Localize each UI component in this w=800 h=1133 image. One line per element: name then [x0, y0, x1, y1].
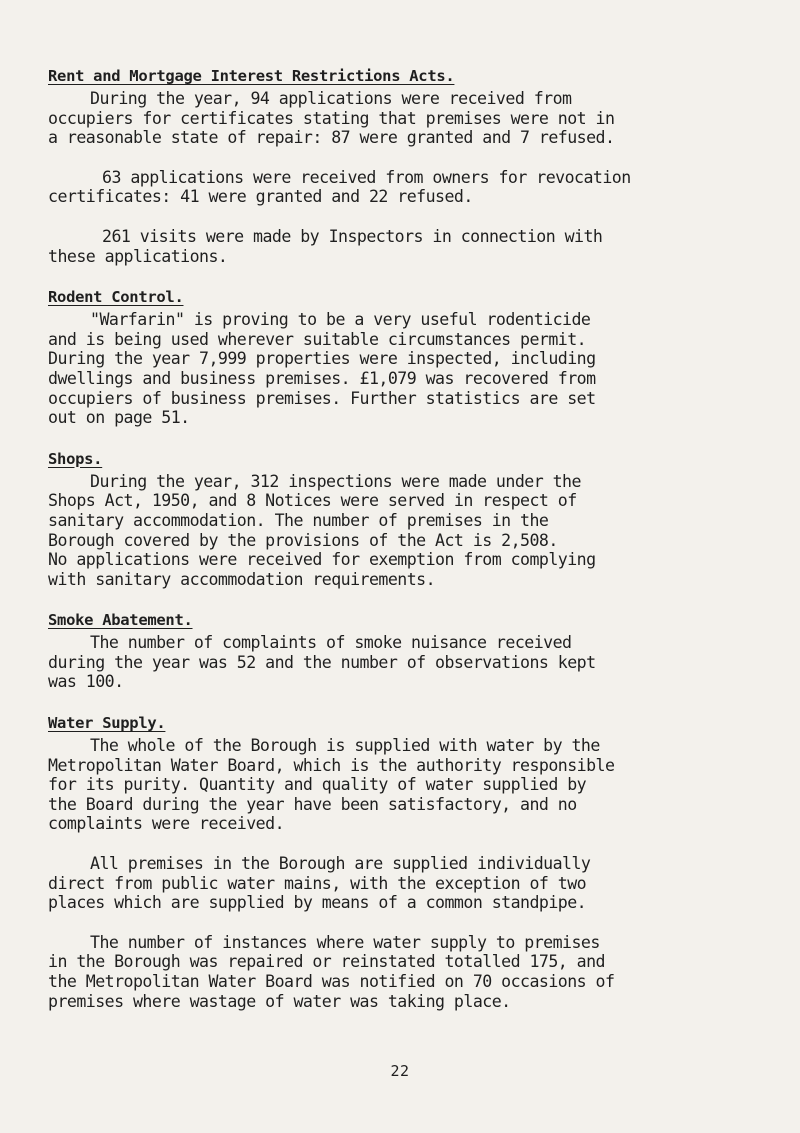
text-line: during the year was 52 and the number of observations kept	[48, 652, 596, 672]
paragraph	[48, 227, 780, 266]
text-line: During the year, 312 inspections were made under the	[90, 471, 581, 491]
section-heading: Smoke Abatement.	[48, 611, 193, 630]
text-line: Borough covered by the provisions of the Act is 2,508.	[48, 530, 558, 550]
text-line: certificates: 41 were granted and 22 refused.	[48, 187, 473, 207]
section-shops	[48, 449, 780, 590]
text-line: During the year, 94 applications were received from	[90, 89, 572, 108]
text-line: a reasonable state of repair: 87 were granted and 7 refused.	[48, 128, 615, 148]
section-rodent-control	[48, 287, 780, 428]
text-line: dwellings and business premises. £1,079 was recovered from	[48, 368, 596, 388]
paragraph	[48, 310, 780, 428]
text-line: was 100.	[48, 672, 124, 692]
text-line: occupiers of business premises. Further statistics are set	[48, 388, 596, 408]
paragraph	[48, 854, 780, 913]
section-heading: Rodent Control.	[48, 288, 184, 307]
text-line: in the Borough was repaired or reinstated totalled 175, and	[48, 952, 605, 972]
paragraph	[48, 633, 780, 692]
text-line: 261 visits were made by Inspectors in connection with	[102, 226, 603, 246]
text-line: During the year 7,999 properties were inspected, including	[48, 349, 596, 369]
text-line: for its purity. Quantity and quality of water supplied by	[48, 775, 587, 795]
section-smoke-abatement	[48, 610, 780, 692]
paragraph	[48, 933, 780, 1011]
text-line: these applications.	[48, 246, 228, 266]
text-line: the Board during the year have been satisfactory, and no	[48, 794, 577, 814]
text-line: Metropolitan Water Board, which is the authority responsible	[48, 755, 615, 775]
text-line: places which are supplied by means of a common standpipe.	[48, 893, 587, 913]
text-line: Shops Act, 1950, and 8 Notices were served in respect of	[48, 491, 577, 511]
text-line: the Metropolitan Water Board was notified on 70 occasions of	[48, 972, 615, 991]
document-page	[48, 66, 780, 1011]
section-heading: Shops.	[48, 449, 103, 468]
text-line: 63 applications were received from owners for revocation	[102, 167, 631, 187]
text-line: direct from public water mains, with the exception of two	[48, 873, 587, 893]
paragraph	[48, 472, 780, 590]
text-line: All premises in the Borough are supplied individually	[90, 854, 591, 874]
text-line: The whole of the Borough is supplied with water by the	[90, 736, 600, 756]
section-rent-mortgage	[48, 66, 780, 266]
page-number: 22	[390, 1062, 410, 1080]
text-line: No applications were received for exemption from complying	[48, 550, 596, 570]
text-line: "Warfarin" is proving to be a very useful rodenticide	[90, 310, 591, 330]
text-line: and is being used wherever suitable circumstances permit.	[48, 329, 587, 349]
text-line: The number of instances where water supply to premises	[90, 932, 600, 952]
paragraph	[48, 168, 780, 207]
text-line: occupiers for certificates stating that premises were not in	[48, 108, 615, 128]
text-line: with sanitary accommodation requirements.	[48, 569, 436, 589]
section-heading: Rent and Mortgage Interest Restrictions Acts.	[48, 67, 455, 85]
text-line: The number of complaints of smoke nuisance received	[90, 633, 572, 653]
text-line: out on page 51.	[48, 408, 190, 428]
paragraph	[48, 736, 780, 834]
paragraph	[48, 89, 780, 148]
text-line: sanitary accommodation. The number of premises in the	[48, 510, 549, 530]
section-heading: Water Supply.	[48, 714, 166, 733]
section-water-supply	[48, 713, 780, 1011]
text-line: complaints were received.	[48, 814, 285, 834]
text-line: premises where wastage of water was taking place.	[48, 991, 511, 1011]
